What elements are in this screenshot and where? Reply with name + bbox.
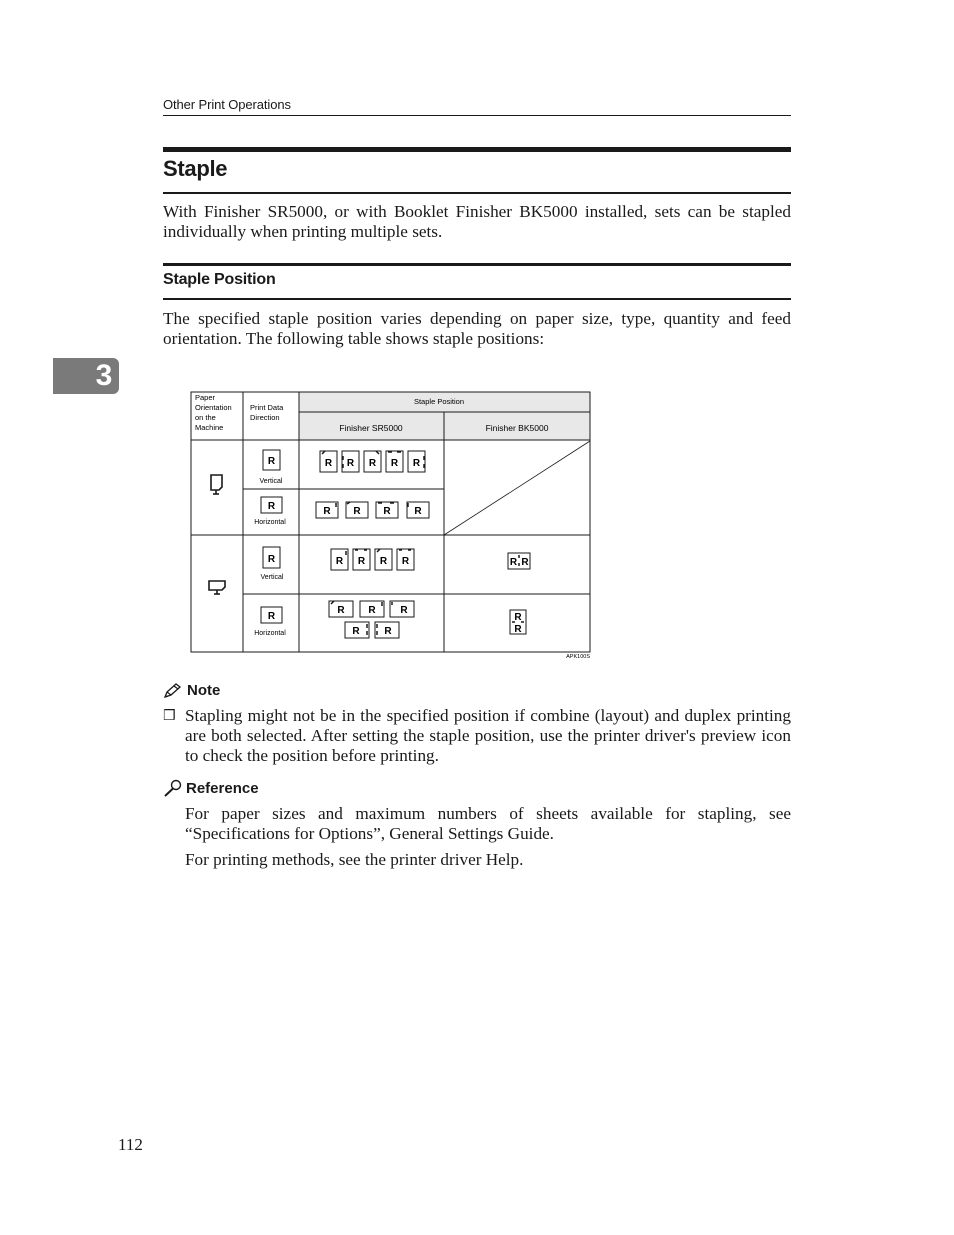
portrait-paper-icon — [211, 475, 222, 494]
sample-letter: R — [414, 506, 422, 517]
chapter-tab — [53, 358, 119, 394]
direction-vertical-sample-2 — [263, 547, 280, 568]
section-title: Staple — [163, 156, 228, 181]
staple-position-figure — [185, 385, 595, 665]
header-orientation-l2: Orientation — [195, 403, 232, 412]
direction-horizontal-sample-1 — [261, 497, 282, 513]
page-number: 112 — [118, 1135, 143, 1154]
header-direction-l1: Print Data — [250, 403, 284, 412]
sample-letter: R — [267, 554, 276, 565]
bk5000-landscape-vertical-staples — [508, 553, 530, 569]
sample-letter: R — [514, 624, 522, 635]
sample-letter: R — [521, 557, 529, 568]
sample-letter: R — [337, 605, 345, 616]
subsection-body: The specified staple position varies depending on paper size, type, quantity and feed orientation. The following table shows staple positions: — [163, 309, 791, 348]
sr5000-landscape-vertical-staples — [331, 549, 414, 570]
sample-letter: R — [368, 458, 377, 469]
bk5000-landscape-horizontal-staples — [510, 610, 526, 635]
reference-heading — [163, 779, 259, 797]
header-staple-position: Staple Position — [413, 397, 465, 406]
note-text: Stapling might not be in the specified position if combine (layout) and duplex printing are both selected. After setting the staple position, use the printer driver's preview icon to check the position before printing. — [185, 706, 791, 765]
pencil-icon — [163, 683, 183, 699]
sample-letter: R — [353, 506, 361, 517]
reference-label: Reference — [186, 779, 259, 797]
sample-letter: R — [267, 456, 276, 467]
sample-letter: R — [323, 506, 331, 517]
sr5000-landscape-horizontal-staples — [329, 601, 414, 638]
label-horizontal-2: Horizontal — [254, 630, 286, 637]
magnifier-icon — [163, 779, 183, 797]
sample-letter: R — [335, 556, 344, 567]
section-title-bar — [163, 147, 791, 152]
sample-letter: R — [267, 501, 276, 512]
sample-letter: R — [384, 626, 392, 637]
direction-vertical-sample-1 — [263, 450, 280, 470]
running-head-rule — [163, 115, 791, 116]
header-orientation-l3: on the — [195, 413, 216, 422]
sample-letter: R — [383, 506, 391, 517]
sample-letter: R — [412, 458, 421, 469]
running-head: Other Print Operations — [163, 97, 291, 112]
sample-letter: R — [357, 556, 366, 567]
header-direction-l2: Direction — [250, 413, 280, 422]
sample-letter: R — [324, 458, 333, 469]
chapter-number: 3 — [95, 359, 113, 392]
note-checkbox-glyph: ❒ — [163, 707, 176, 723]
sample-letter: R — [400, 605, 408, 616]
section-title-rule — [163, 192, 791, 194]
sample-letter: R — [368, 605, 376, 616]
sr5000-portrait-horizontal-staples — [316, 502, 429, 518]
sr5000-portrait-vertical-staples — [320, 451, 425, 472]
sample-letter: R — [509, 557, 518, 568]
sample-letter: R — [401, 556, 410, 567]
landscape-paper-icon — [209, 581, 225, 594]
section-intro: With Finisher SR5000, or with Booklet Finisher BK5000 installed, sets can be stapled individually when printing multiple sets. — [163, 202, 791, 241]
label-vertical-2: Vertical — [260, 574, 284, 581]
subsection-title: Staple Position — [163, 271, 276, 288]
direction-horizontal-sample-2 — [261, 607, 282, 623]
sample-letter: R — [352, 626, 360, 637]
header-bk5000: Finisher BK5000 — [485, 423, 549, 433]
header-orientation-l1: Paper — [195, 393, 216, 402]
sample-letter: R — [346, 458, 355, 469]
sample-letter: R — [390, 458, 399, 469]
note-heading — [163, 682, 220, 699]
reference-text-1: For paper sizes and maximum numbers of sheets available for stapling, see “Specifications for Options”, General Settings Guide. — [185, 804, 791, 843]
header-orientation-l4: Machine — [195, 423, 224, 432]
sample-letter: R — [514, 612, 522, 623]
figure-code: APK100S — [566, 654, 590, 660]
label-vertical-1: Vertical — [259, 478, 283, 485]
sample-letter: R — [267, 611, 276, 622]
subsection-title-rule — [163, 298, 791, 300]
label-horizontal-1: Horizontal — [254, 519, 286, 526]
note-label: Note — [187, 682, 221, 699]
sample-letter: R — [379, 556, 388, 567]
subsection-title-bar — [163, 263, 791, 266]
header-sr5000: Finisher SR5000 — [339, 423, 403, 433]
reference-text-2: For printing methods, see the printer driver Help. — [185, 850, 524, 869]
